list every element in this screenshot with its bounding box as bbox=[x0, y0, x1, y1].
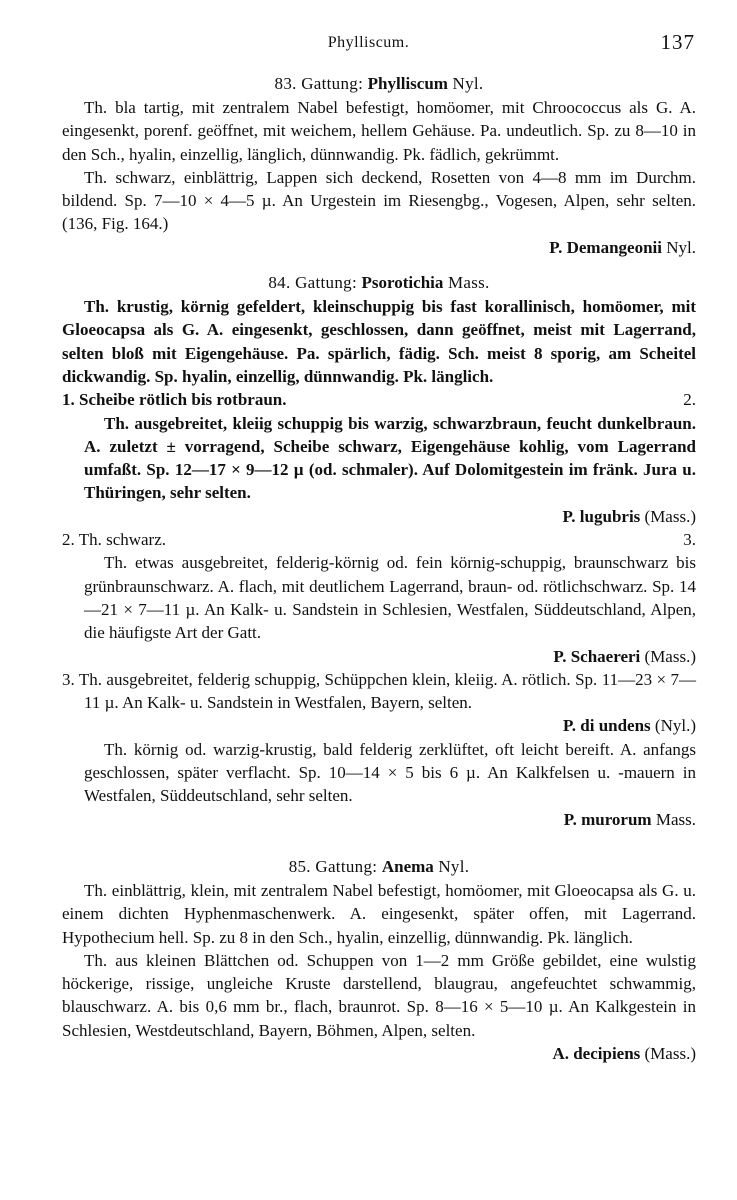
genus-heading-84 bbox=[62, 271, 696, 295]
genus-heading-85 bbox=[62, 855, 696, 879]
species-name: P. di undens bbox=[562, 716, 651, 736]
species-name-line bbox=[62, 808, 696, 831]
running-title: Phylliscum. bbox=[327, 34, 410, 51]
species-name: P. murorum bbox=[563, 809, 652, 829]
species-description: 3. Th. ausgebreitet, felderig schuppig, Schüppchen klein, kleiig. A. rötlich. Sp. 11—23 × 7—11 µ. An Kalk- u. Sandstein in Westfalen, Bayern, selten. bbox=[62, 669, 696, 713]
genus-description: Th. krustig, körnig gefeldert, kleinschuppig bis fast korallinisch, homöomer, mit Gloeocapsa als G. A. eingesenkt, geschlossen, dann geöffnet, meist mit Lagerrand, selten bloß mit Eigengehäuse. Pa. spärlich, fädig. Sch. meist 8 sporig, am Scheitel dickwandig. Sp. hyalin, einzellig, dünnwandig. Pk. länglich. bbox=[62, 297, 696, 386]
species-author: (Nyl.) bbox=[654, 716, 696, 736]
genus-heading-prefix: 85. Gattung: bbox=[288, 856, 378, 876]
genus-description: Th. einblättrig, klein, mit zentralem Nabel befestigt, homöomer, mit Gloeocapsa als G. u. einem dichten Hyphenmaschenwerk. A. eingesenkt, später offen, mit Lagerrand. Hypothecium hell. Sp. zu 8 in den Sch., hyalin, einzellig, dünnwandig. Pk. länglich. bbox=[62, 880, 696, 947]
running-head bbox=[0, 30, 737, 60]
page-number: 137 bbox=[660, 30, 695, 54]
spacer bbox=[62, 259, 696, 271]
genus-heading-83 bbox=[62, 72, 696, 96]
genus-description: Th. bla tartig, mit zentralem Nabel befestigt, homöomer, mit Chroococcus als G. A. eingesenkt, porenf. geöffnet, mit weichem, hellem Gehäuse. Pa. undeutlich. Sp. zu 8—10 in den Sch., hyalin, einzellig, länglich, dünnwandig. Pk. fädlich, gekrümmt. bbox=[62, 98, 696, 164]
species-author: (Mass.) bbox=[644, 1043, 696, 1063]
species-description: Th. aus kleinen Blättchen od. Schuppen von 1—2 mm Größe gebildet, eine wulstig höckerige, rissige, ungleiche Kruste darstellend, blaugrau, angefeuchtet schwammig, blauschwarz. A. bis 0,6 mm br., flach, braunrot. Sp. 8—16 × 5—10 µ. An Kalkgestein in Schlesien, Westdeutschland, Bayern, Böhmen, Alpen, selten. bbox=[62, 950, 696, 1040]
genus-author: Nyl. bbox=[452, 74, 484, 93]
species-name-line bbox=[62, 645, 696, 668]
genus-name: Anema bbox=[381, 856, 434, 876]
genus-name: Phylliscum bbox=[367, 74, 448, 93]
species-name: A. decipiens bbox=[552, 1043, 641, 1063]
species-name: P. Schaereri bbox=[553, 646, 641, 666]
key-lead: 2. Th. schwarz. bbox=[62, 530, 167, 550]
species-name-line bbox=[62, 236, 696, 259]
key-couplet-2 bbox=[62, 528, 696, 551]
species-author: Mass. bbox=[655, 809, 696, 829]
key-reference: 3. bbox=[683, 530, 696, 550]
species-name: P. Demangeonii bbox=[549, 237, 662, 257]
genus-heading-prefix: 83. Gattung: bbox=[274, 74, 364, 93]
genus-name: Psorotichia bbox=[361, 273, 444, 293]
species-author: (Mass.) bbox=[644, 506, 696, 526]
genus-author: Nyl. bbox=[438, 856, 470, 876]
genus-heading-prefix: 84. Gattung: bbox=[268, 273, 357, 293]
species-description: Th. körnig od. warzig-krustig, bald felderig zerklüftet, oft leicht bereift. A. anfangs geschlossen, später verflacht. Sp. 10—14 × 5 bis 6 µ. An Kalkfelsen u. -mauern in Westfalen, Süddeutschland, sehr selten. bbox=[84, 739, 696, 806]
species-name-line bbox=[62, 505, 696, 528]
species-description: Th. schwarz, einblättrig, Lappen sich deckend, Rosetten von 4—8 mm im Durchm. bildend. Sp. 7—10 × 4—5 µ. An Urgestein im Riesengbg., Vogesen, Alpen, sehr selten. (136, Fig. 164.) bbox=[62, 167, 696, 234]
species-name: P. lugubris bbox=[562, 506, 641, 526]
page-content bbox=[62, 72, 696, 1065]
spacer bbox=[62, 831, 696, 855]
species-author: (Mass.) bbox=[644, 646, 696, 666]
species-description: Th. ausgebreitet, kleiig schuppig bis warzig, schwarzbraun, feucht dunkelbraun. A. zuletzt ± vorragend, Scheibe schwarz, Eigengehäuse kohlig, vom Lagerrand umfaßt. Sp. 12—17 × 9—12 µ (od. schmaler). Auf Dolomitgestein im fränk. Jura u. Thüringen, sehr selten. bbox=[84, 413, 696, 503]
key-reference: 2. bbox=[683, 390, 696, 410]
species-name-line bbox=[62, 1042, 696, 1065]
genus-author: Mass. bbox=[447, 273, 490, 293]
species-description: Th. etwas ausgebreitet, felderig-körnig od. fein körnig-schuppig, braunschwarz bis grünbraunschwarz. A. flach, mit deutlichem Lagerrand, braun- od. rötlichschwarz. Sp. 14—21 × 7—11 µ. An Kalk- u. Sandstein in Schlesien, Westfalen, Süddeutschland, Alpen, die häufigste Art der Gatt. bbox=[84, 553, 696, 643]
key-couplet-1 bbox=[62, 388, 696, 411]
key-lead: 1. Scheibe rötlich bis rotbraun. bbox=[62, 390, 287, 410]
species-name-line bbox=[62, 714, 696, 737]
species-author: Nyl. bbox=[666, 237, 696, 257]
